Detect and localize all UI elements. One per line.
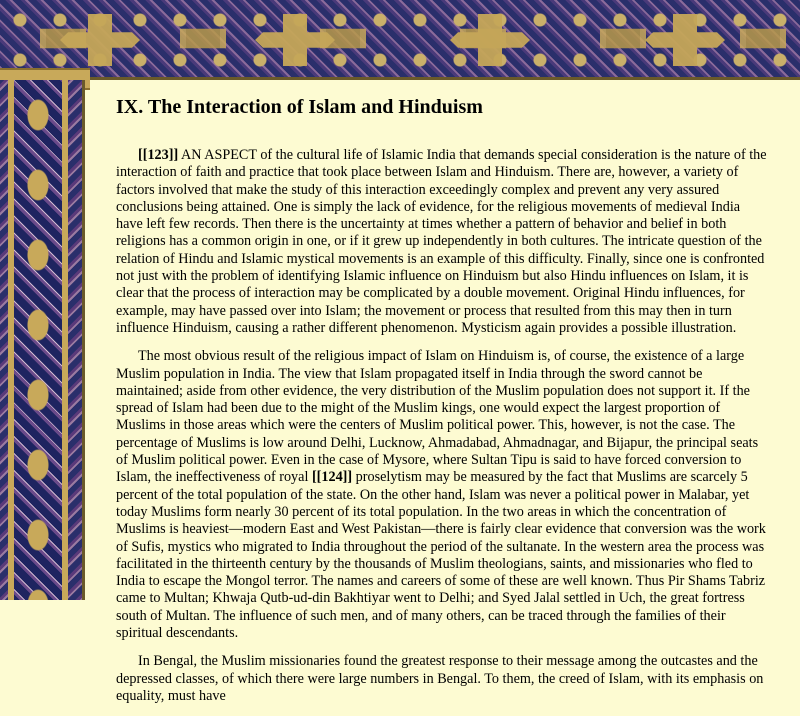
article-content xyxy=(116,96,768,716)
paragraph xyxy=(116,147,768,337)
decorative-border-left-panel xyxy=(8,80,68,600)
paragraph-text: AN ASPECT of the cultural life of Islamic India that demands special consideration is the nature of the interaction of faith and practice that took place between Islam and Hinduism. There are, however, a variety of factors involved that make the study of this interaction exceedingly complex and prevent any very assured conclusions being attained. One is simply the lack of evidence, for the religious movements of medieval India have left few records. Then there is the uncertainty at times whether a pattern of behavior and belief in both religions has a common origin in one, or if it grew up independently in both cultures. The intricate question of the relation of Hindu and Islamic mystical movements is an example of this difficulty. Finally, since one is confronted not just with the problem of identifying Islamic influence on Hinduism but also Hindu influences on Islam, it is clear that the process of interaction may be complicated by a double movement. Original Hindu influences, for example, may have passed over into Islam; the movement or process that resulted from this may then in turn influence Hinduism, causing a rather different phenomenon. Mysticism again provides a possible illustration. xyxy=(116,147,767,336)
paragraph xyxy=(116,653,768,705)
border-motif-icon xyxy=(645,14,725,66)
border-motif-icon xyxy=(255,14,335,66)
border-motif-icon xyxy=(60,14,140,66)
paragraph-text: The most obvious result of the religious impact of Islam on Hinduism is, of course, the existence of a large Muslim population in India. The view that Islam propagated itself in India through the sword cannot be maintained; aside from other evidence, the very distribution of the Muslim population does not support it. If the spread of Islam had been due to the might of the Muslim kings, one would expect the largest proportion of Muslims in those areas which were the centers of Muslim political power. This, however, is not the case. The percentage of Muslims is low around Delhi, Lucknow, Ahmadabad, Ahmadnagar, and Bijapur, the principal seats of Muslim political power. Even in the case of Mysore, where Sultan Tipu is said to have forced conversion to Islam, the ineffectiveness of royal xyxy=(116,348,759,486)
decorative-border-left xyxy=(0,80,85,600)
paragraph xyxy=(116,348,768,642)
paragraph-text: proselytism may be measured by the fact that Muslims are scarcely 5 percent of the total population of the state. On the other hand, Islam was never a political power in Malabar, yet today Muslims form nearly 30 percent of its total population. In the two areas in which the concentration of Muslims is heaviest—modern East and West Pakistan—there is fairly clear evidence that conversion was the work of Sufis, mystics who migrated to India throughout the period of the sultanate. In the western area the process was facilitated in the thirteenth century by the thousands of Muslim theologians, saints, and missionaries who fled to India to escape the Mongol terror. The names and careers of some of these are well known. Thus Pir Shams Tabriz came to Multan; Khwaja Qutb-ud-din Bakhtiyar went to Delhi; and Syed Jalal settled in Uch, the great fortress south of Multan. The influence of such men, and of many others, can be traced through the families of their spiritual descendants. xyxy=(116,469,766,642)
page-reference: [[123]] xyxy=(138,147,179,163)
border-motif-icon xyxy=(450,14,530,66)
page-title: IX. The Interaction of Islam and Hinduism xyxy=(116,96,483,118)
page-reference: [[124]] xyxy=(311,469,353,486)
decorative-border-top xyxy=(0,0,800,80)
paragraph-text: In Bengal, the Muslim missionaries found the greatest response to their message among the outcastes and the depressed classes, of which there were large numbers in Bengal. To them, the creed of Islam, with its emphasis on equality, must have xyxy=(116,653,764,704)
